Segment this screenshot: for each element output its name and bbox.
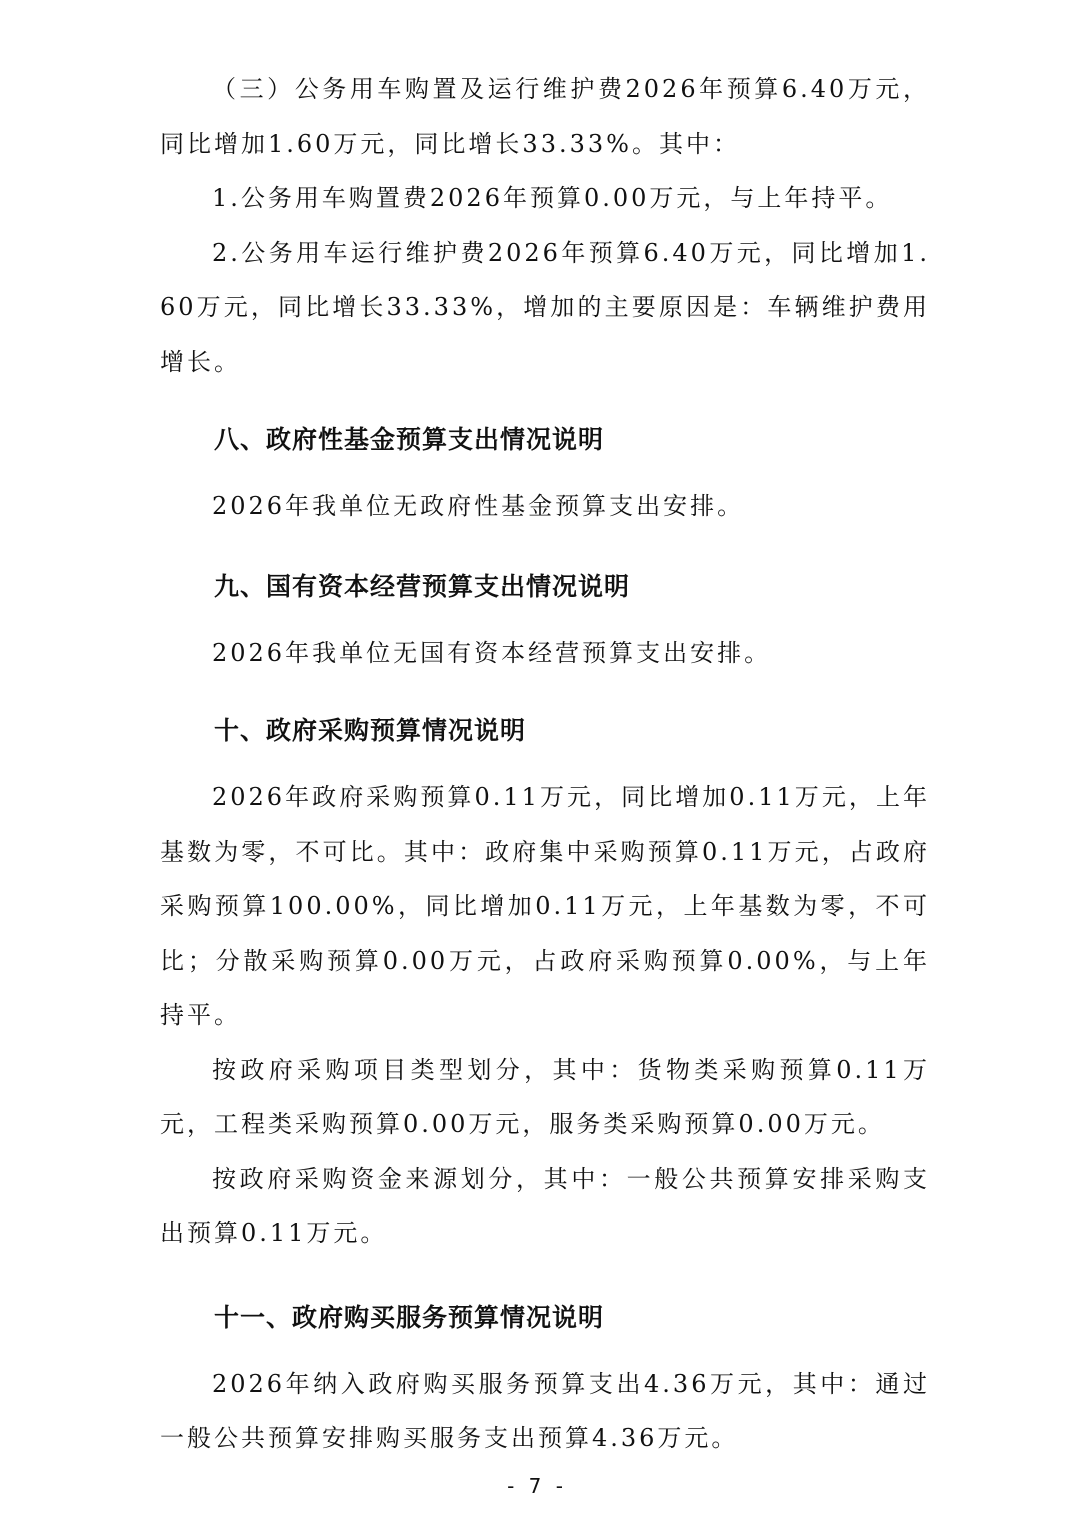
document-page (160, 62, 930, 1466)
section-11-body: 2026年纳入政府购买服务预算支出4.36万元，其中：通过一般公共预算安排购买服务支出预算4.36万元。 (160, 1369, 930, 1452)
section-9-heading: 九、国有资本经营预算支出情况说明 (214, 571, 631, 601)
section-8-body: 2026年我单位无政府性基金预算支出安排。 (212, 492, 745, 520)
section-10-body-1: 2026年政府采购预算0.11万元，同比增加0.11万元，上年基数为零，不可比。其中：政府集中采购预算0.11万元，占政府采购预算100.00%，同比增加0.11万元，上年基数为零，不可比；分散采购预算0.00万元，占政府采购预算0.00%，与上年持平。 (160, 783, 930, 1029)
vehicle-expense-paragraph: （三）公务用车购置及运行维护费2026年预算6.40万元，同比增加1.60万元，同比增长33.33%。其中： (160, 75, 930, 158)
section-10-body-3: 按政府采购资金来源划分，其中：一般公共预算安排采购支出预算0.11万元。 (160, 1164, 930, 1247)
section-9-body: 2026年我单位无国有资本经营预算支出安排。 (212, 638, 772, 667)
vehicle-purchase-paragraph: 1.公务用车购置费2026年预算0.00万元，与上年持平。 (212, 184, 893, 212)
section-8-heading: 八、政府性基金预算支出情况说明 (214, 425, 605, 454)
section-10-body-2: 按政府采购项目类型划分，其中：货物类采购预算0.11万元，工程类采购预算0.00万元，服务类采购预算0.00万元。 (160, 1055, 930, 1138)
page-number: - 7 - (507, 1474, 567, 1498)
section-11-heading: 十一、政府购买服务预算情况说明 (214, 1302, 605, 1332)
vehicle-maintenance-paragraph: 2.公务用车运行维护费2026年预算6.40万元，同比增加1.60万元，同比增长33.33%，增加的主要原因是：车辆维护费用增长。 (160, 238, 930, 376)
section-10-heading: 十、政府采购预算情况说明 (214, 716, 527, 745)
